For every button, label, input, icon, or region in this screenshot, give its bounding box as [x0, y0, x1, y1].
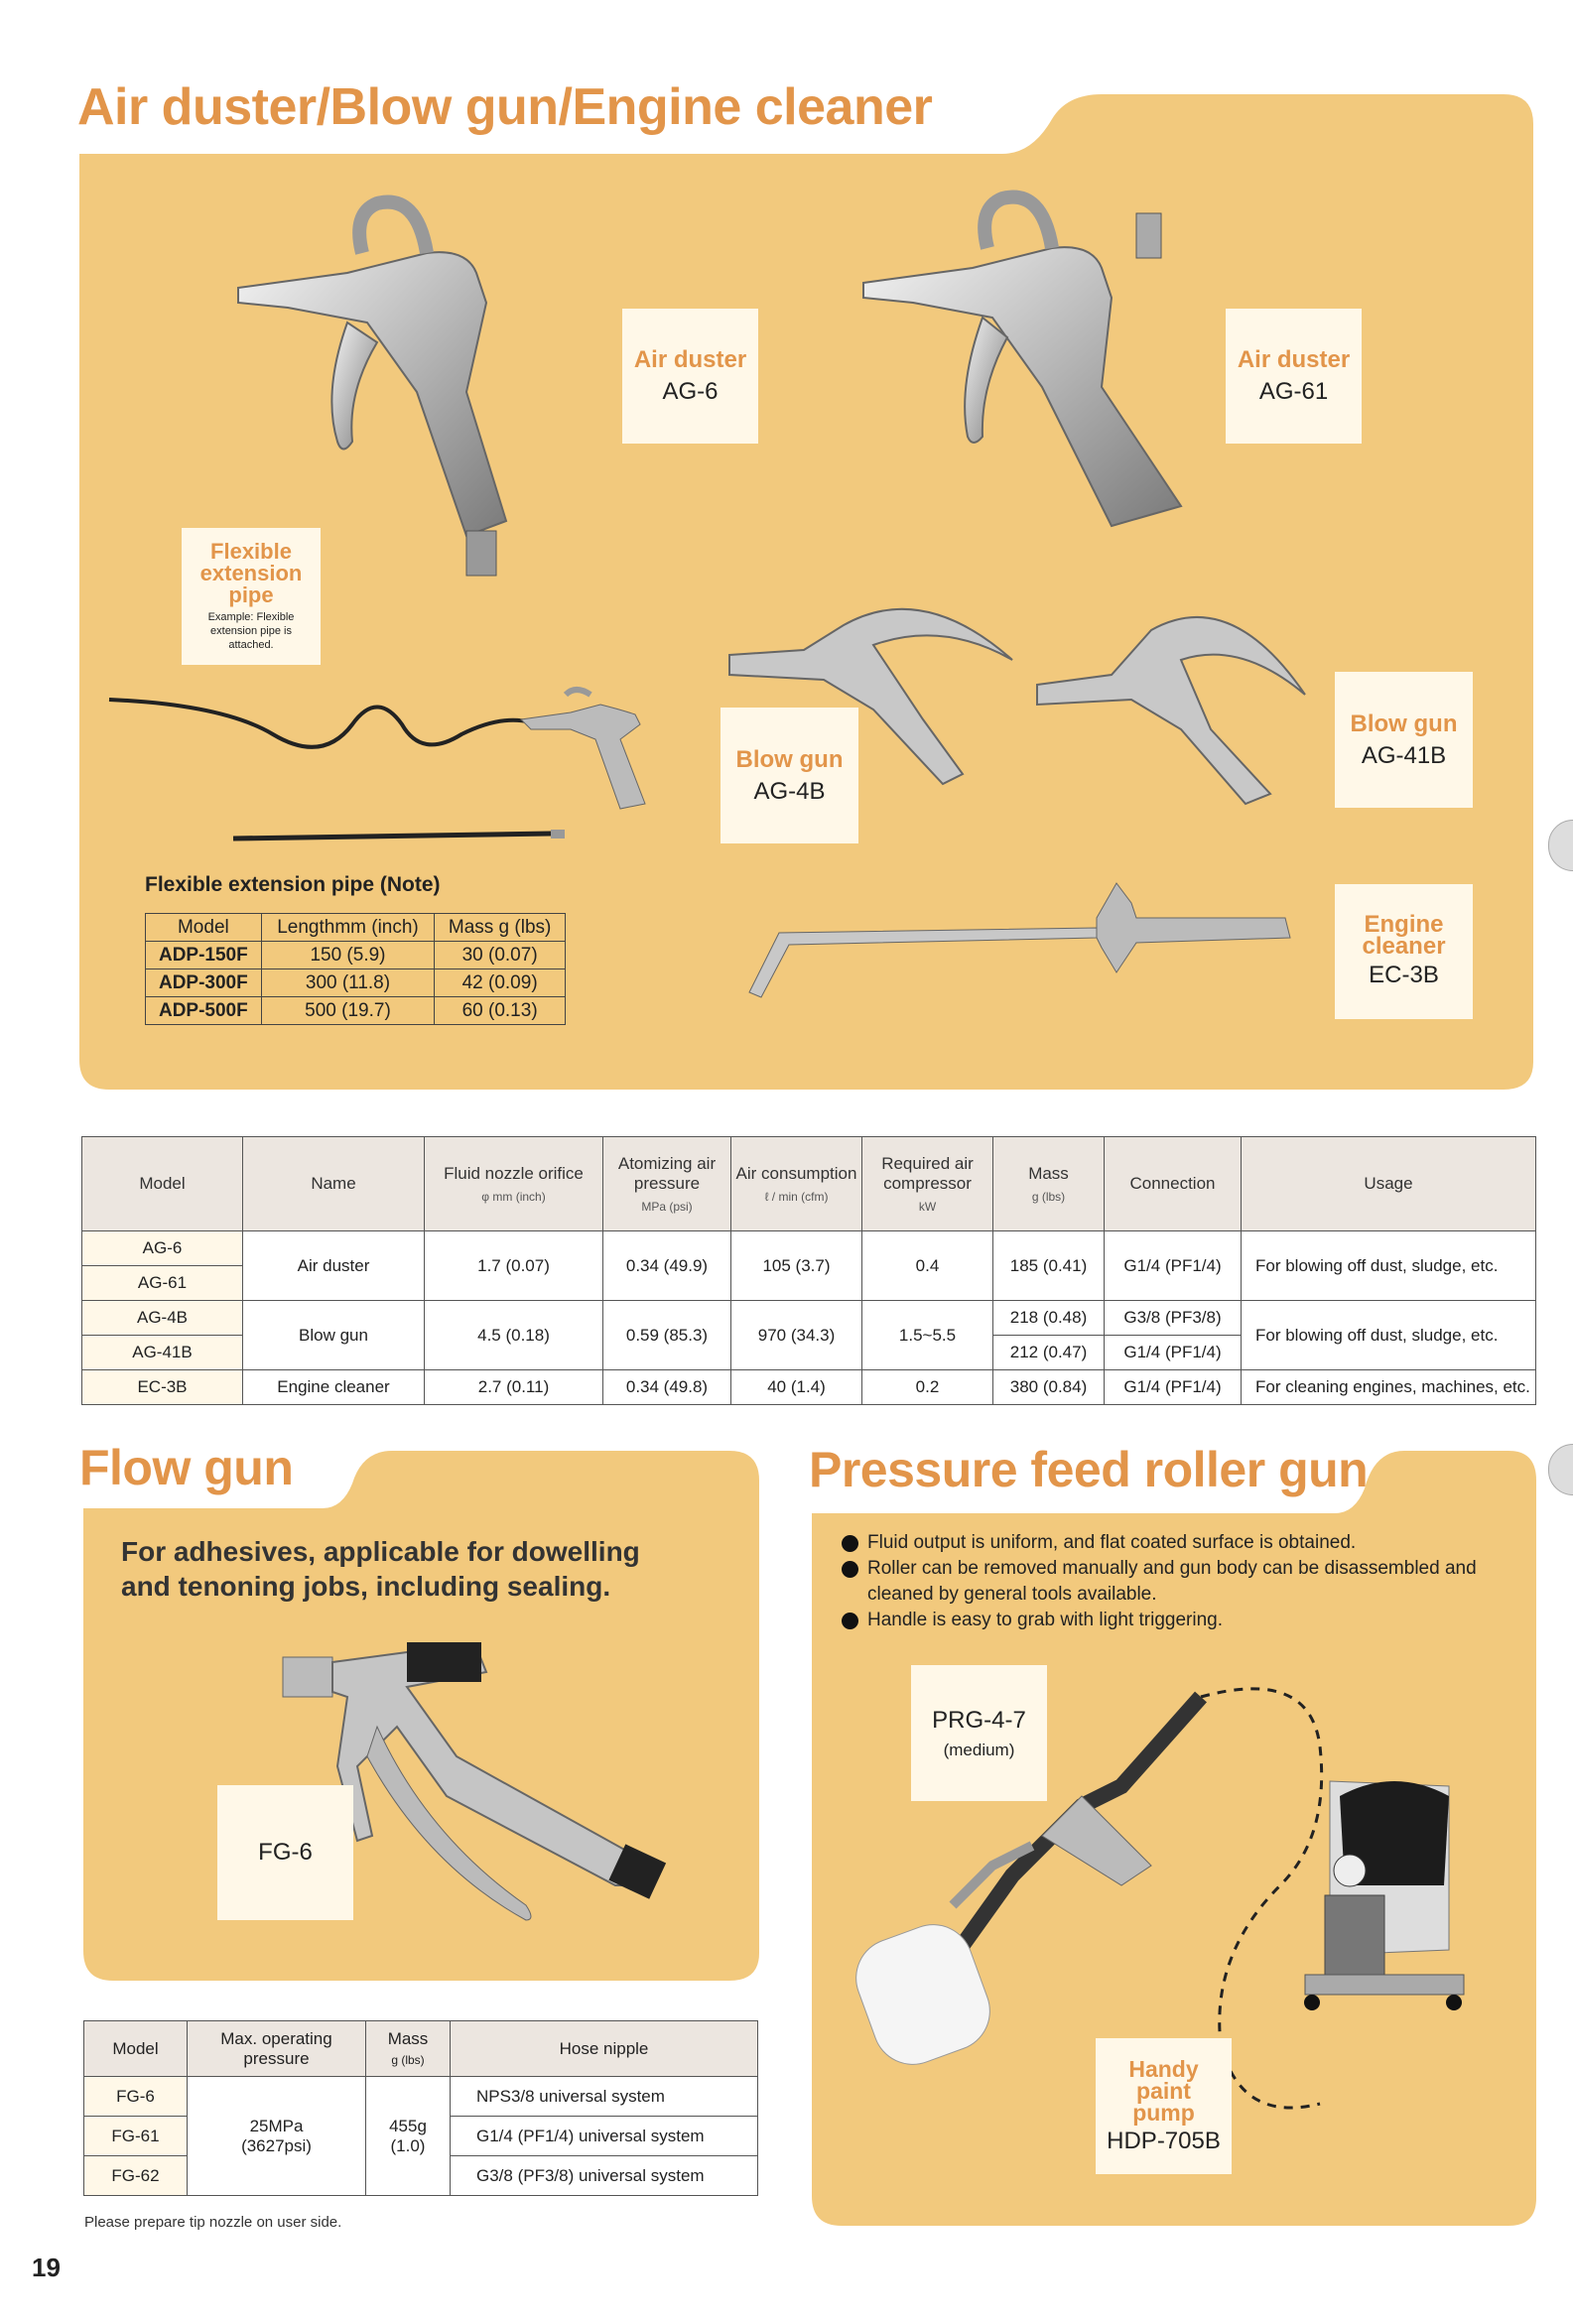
table-row [82, 1370, 1536, 1405]
spec-th-air-unit: ℓ / min (cfm) [764, 1190, 829, 1204]
spec-th-mass-label: Mass [1028, 1164, 1069, 1183]
spec-cell: 1.5~5.5 [862, 1301, 993, 1370]
fg-nipple-cell: NPS3/8 universal system [451, 2077, 758, 2117]
spec-cell: Engine cleaner [243, 1370, 425, 1405]
spec-cell: 40 (1.4) [731, 1370, 862, 1405]
flowgun-desc-line1: For adhesives, applicable for dowelling [121, 1536, 640, 1567]
fg-model-cell: FG-61 [84, 2117, 188, 2156]
spec-cell: 0.34 (49.9) [603, 1231, 731, 1301]
fg-pressure-line1: 25MPa [249, 2116, 304, 2135]
flex-pipe-table [145, 913, 566, 1025]
flex-cell: ADP-500F [146, 997, 262, 1025]
spec-th-usage: Usage [1242, 1137, 1536, 1231]
spec-th-nozzle-unit: φ mm (inch) [481, 1190, 546, 1204]
flex-th-model: Model [146, 914, 262, 942]
bullet-text: Roller can be removed manually and gun body can be disassembled and cleaned by general tools available. [867, 1558, 1477, 1605]
flex-cell: 500 (19.7) [261, 997, 435, 1025]
fg-th-model: Model [84, 2021, 188, 2077]
flex-table-caption: Flexible extension pipe (Note) [145, 873, 441, 896]
spec-th-comp-unit: kW [918, 1200, 937, 1214]
page-number: 19 [32, 2253, 61, 2282]
spec-cell: 218 (0.48) [993, 1301, 1105, 1336]
spec-model-cell: EC-3B [82, 1370, 243, 1405]
label-ag6-name: Air duster [633, 346, 747, 373]
label-ag41b [1335, 672, 1473, 808]
spec-cell: G1/4 (PF1/4) [1105, 1370, 1242, 1405]
table-row [146, 969, 566, 997]
fg-model-cell: FG-62 [84, 2156, 188, 2196]
spec-cell: 105 (3.7) [731, 1231, 862, 1301]
spec-cell: 970 (34.3) [731, 1301, 862, 1370]
label-ag4b-name: Blow gun [735, 745, 844, 773]
label-ag41b-model: AG-41B [1361, 741, 1447, 769]
label-ag61 [1226, 309, 1362, 444]
spec-th-air [731, 1137, 862, 1231]
spec-cell: 212 (0.47) [993, 1336, 1105, 1370]
bullet-dot-icon [842, 1613, 858, 1629]
flex-cell: ADP-300F [146, 969, 262, 997]
spec-cell: G1/4 (PF1/4) [1105, 1231, 1242, 1301]
spec-cell: For blowing off dust, sludge, etc. [1242, 1301, 1536, 1370]
label-ag4b [721, 708, 858, 843]
table-row [146, 997, 566, 1025]
flexible-pipe-image [104, 685, 660, 853]
flex-th-length: Lengthmm (inch) [261, 914, 435, 942]
spec-model-cell: AG-41B [82, 1336, 243, 1370]
spec-cell: 0.2 [862, 1370, 993, 1405]
spec-cell: 4.5 (0.18) [425, 1301, 603, 1370]
spec-model-cell: AG-4B [82, 1301, 243, 1336]
fg-pressure-line2: (3627psi) [241, 2135, 312, 2155]
label-flex-pipe-name: Flexible extension pipe [199, 539, 303, 607]
section-title-air-duster: Air duster/Blow gun/Engine cleaner [77, 78, 933, 136]
spec-model-cell: AG-6 [82, 1231, 243, 1266]
flex-th-mass: Mass g (lbs) [435, 914, 566, 942]
label-hdp705b [1096, 2038, 1232, 2174]
label-ag6 [622, 309, 758, 444]
list-item [842, 1608, 1507, 1633]
spec-cell: G3/8 (PF3/8) [1105, 1301, 1242, 1336]
bullet-text: Fluid output is uniform, and flat coated surface is obtained. [867, 1532, 1357, 1553]
list-item [842, 1556, 1507, 1608]
spec-cell: G1/4 (PF1/4) [1105, 1336, 1242, 1370]
fg-nipple-cell: G1/4 (PF1/4) universal system [451, 2117, 758, 2156]
engine-cleaner-ec3b-image [739, 873, 1295, 1002]
label-ec3b-model: EC-3B [1369, 962, 1439, 988]
flex-cell: 150 (5.9) [261, 942, 435, 969]
list-item [842, 1530, 1507, 1556]
blow-gun-ag41b-image [1032, 590, 1310, 809]
bullet-text: Handle is easy to grab with light triggering. [867, 1610, 1224, 1630]
spec-th-nozzle-label: Fluid nozzle orifice [444, 1164, 584, 1183]
flex-cell: 300 (11.8) [261, 969, 435, 997]
flex-cell: 30 (0.07) [435, 942, 566, 969]
table-row [82, 1231, 1536, 1266]
fg-th-mass-unit: g (lbs) [391, 2052, 425, 2067]
label-ag61-name: Air duster [1237, 346, 1351, 373]
spec-th-comp [862, 1137, 993, 1231]
spec-model-cell: AG-61 [82, 1266, 243, 1301]
fg-nipple-cell: G3/8 (PF3/8) universal system [451, 2156, 758, 2196]
spec-cell: 380 (0.84) [993, 1370, 1105, 1405]
flowgun-desc-line2: and tenoning jobs, including sealing. [121, 1571, 611, 1602]
spec-cell: 0.34 (49.8) [603, 1370, 731, 1405]
label-flex-pipe-note: Example: Flexible extension pipe is attached. [207, 611, 295, 651]
spec-cell: 1.7 (0.07) [425, 1231, 603, 1301]
spec-cell: 185 (0.41) [993, 1231, 1105, 1301]
table-row [146, 942, 566, 969]
label-ag6-model: AG-6 [662, 378, 719, 405]
fg-th-nipple: Hose nipple [451, 2021, 758, 2077]
fg-mass-line2: (1.0) [390, 2135, 426, 2155]
table-row [82, 1301, 1536, 1336]
section-title-flow-gun: Flow gun [79, 1440, 294, 1495]
flex-cell: ADP-150F [146, 942, 262, 969]
roller-bullets [842, 1530, 1507, 1633]
flex-cell: 60 (0.13) [435, 997, 566, 1025]
spec-th-conn: Connection [1105, 1137, 1242, 1231]
spec-th-name: Name [243, 1137, 425, 1231]
spec-cell: For cleaning engines, machines, etc. [1242, 1370, 1536, 1405]
label-hdp705b-model: HDP-705B [1107, 2127, 1221, 2154]
fg-model-cell: FG-6 [84, 2077, 188, 2117]
spec-th-mass [993, 1137, 1105, 1231]
spec-th-comp-label: Required air compressor [881, 1154, 974, 1193]
spec-cell: Air duster [243, 1231, 425, 1301]
flex-table-header [146, 914, 566, 942]
bullet-dot-icon [842, 1535, 858, 1552]
spec-th-mass-unit: g (lbs) [1031, 1190, 1066, 1204]
spec-th-atom [603, 1137, 731, 1231]
label-ec3b [1335, 884, 1473, 1019]
section-title-roller-gun: Pressure feed roller gun [809, 1442, 1369, 1497]
flowgun-footnote: Please prepare tip nozzle on user side. [84, 2214, 342, 2231]
fg-th-pressure: Max. operating pressure [188, 2021, 366, 2077]
fg-mass-line1: 455g [389, 2116, 427, 2135]
air-duster-ag61-image [853, 189, 1211, 536]
label-ag41b-name: Blow gun [1350, 710, 1458, 737]
flex-cell: 42 (0.09) [435, 969, 566, 997]
spec-cell: 2.7 (0.11) [425, 1370, 603, 1405]
spec-cell: 0.4 [862, 1231, 993, 1301]
spec-cell: For blowing off dust, sludge, etc. [1242, 1231, 1536, 1301]
label-ag61-model: AG-61 [1258, 378, 1329, 405]
spec-cell: 0.59 (85.3) [603, 1301, 731, 1370]
spec-th-atom-unit: MPa (psi) [641, 1200, 693, 1214]
label-prg47-note: (medium) [943, 1740, 1015, 1759]
spec-table [81, 1136, 1536, 1405]
spec-header-row [82, 1137, 1536, 1231]
label-ec3b-name: Engine cleaner [1362, 911, 1446, 960]
spec-cell: Blow gun [243, 1301, 425, 1370]
fg-th-mass-label: Mass [387, 2028, 429, 2048]
spec-th-air-label: Air consumption [735, 1164, 857, 1183]
label-flex-pipe [182, 528, 321, 665]
spec-th-atom-label: Atomizing air pressure [617, 1154, 717, 1193]
spec-th-nozzle [425, 1137, 603, 1231]
spec-th-model: Model [82, 1137, 243, 1231]
label-fg6-model: FG-6 [258, 1839, 313, 1866]
label-hdp705b-name: Handy paint pump [1128, 2055, 1199, 2126]
label-ag4b-model: AG-4B [753, 777, 826, 805]
label-prg47-model: PRG-4-7 [932, 1706, 1026, 1734]
bullet-dot-icon [842, 1561, 858, 1578]
label-prg47 [911, 1665, 1047, 1801]
